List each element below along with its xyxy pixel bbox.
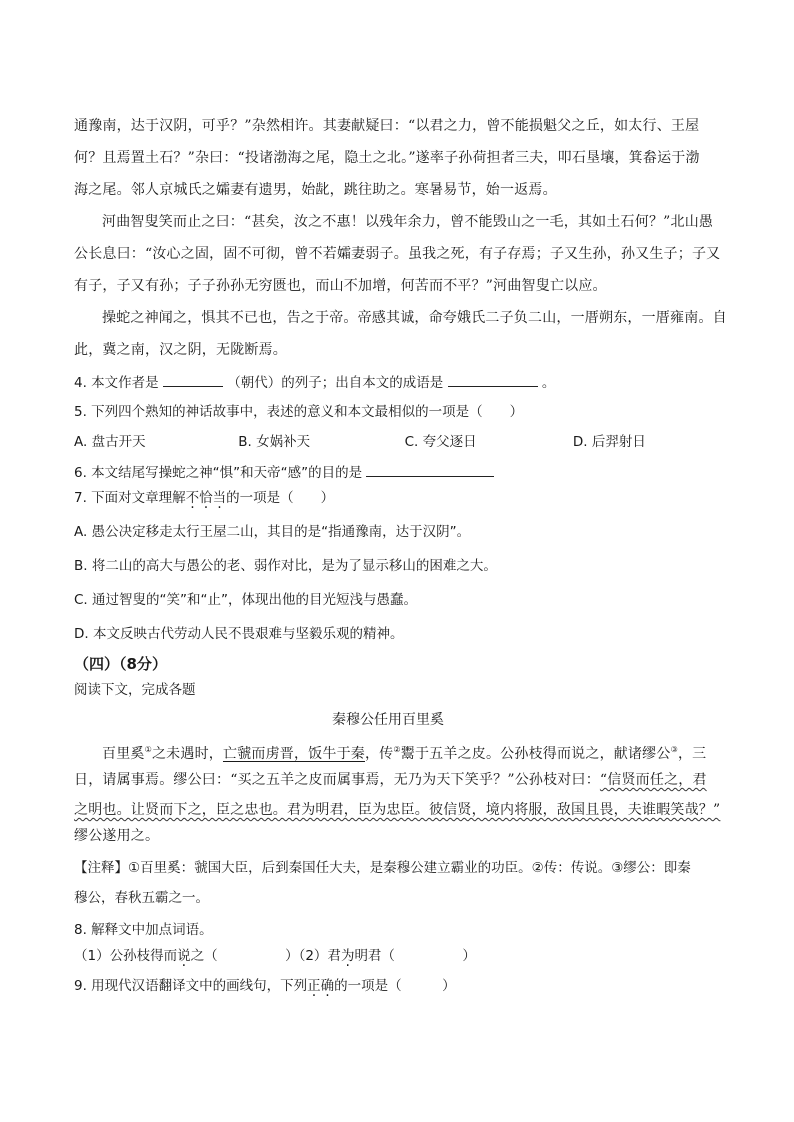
option-d[interactable]: D. 后羿射日 [572, 434, 646, 450]
question-7-text: 7. 下面对文章理解 [74, 490, 186, 506]
passage-title: 秦穆公任用百里奚 [332, 712, 444, 728]
passage-line: 缪公遂用之。 [74, 828, 160, 844]
passage-line: 此，冀之南，汉之阴，无陇断焉。 [74, 342, 287, 358]
text-run: 鬻于五羊之皮。公孙枝得而说之，献诸缪公 [400, 746, 671, 762]
passage-line: 公长息曰：“汝心之固，固不可彻，曾不若孀妻弱子。虽我之死，有子存焉；子又生孙，孙又生子；子又 [74, 246, 721, 262]
footnote-marker: ③ [670, 745, 678, 754]
passage-yugong [74, 118, 727, 358]
passage-line: 河曲智叟笑而止之曰：“甚矣，汝之不惠！以残年余力，曾不能毁山之一毛，其如土石何？”北山愚 [102, 214, 714, 230]
passage-line [74, 802, 721, 818]
passage-line: 通豫南，达于汉阴，可乎？”杂然相许。其妻献疑曰：“以君之力，曾不能损魁父之丘，如太行、王屋 [74, 118, 700, 134]
answer-slot[interactable]: 明君（ ） [354, 948, 476, 964]
underlined-sentence: 亡虢而虏晋，饭牛于秦 [222, 746, 365, 762]
passage-line: 操蛇之神闻之，惧其不已也，告之于帝。帝感其诚，命夸娥氏二子负二山，一厝朔东，一厝雍南。自 [102, 310, 727, 326]
answer-blank[interactable] [448, 374, 538, 387]
text-run: 之未遇时， [151, 746, 223, 762]
emphasis-dot-char: 当 [212, 490, 227, 506]
question-9-text: 9. 用现代汉语翻译文中的画线句，下列 [74, 978, 308, 994]
question-8-items [74, 948, 702, 964]
emphasis-dot-char: 不 [185, 490, 200, 506]
passage-line [74, 742, 707, 762]
passage-line [74, 772, 707, 788]
question-7 [74, 490, 702, 506]
option-c[interactable]: C. 夸父逐日 [404, 434, 477, 450]
section-instruction: 阅读下文，完成各题 [74, 682, 196, 698]
annotation-line: 【注释】①百里奚：虢国大臣，后到秦国任大夫，是秦穆公建立霸业的功臣。②传：传说。③缪公：即秦 [74, 860, 691, 876]
answer-slot[interactable]: 之（ ）（2）君 [190, 948, 341, 964]
option-a[interactable]: A. 愚公决定移走太行王屋二山，其目的是“指通豫南，达于汉阴”。 [74, 524, 471, 540]
section-heading: （四）（8分） [74, 655, 167, 673]
option-b[interactable]: B. 女娲补天 [238, 434, 311, 450]
question-7-text: 的一项是（ ） [226, 490, 335, 506]
emphasis-dot-char: 确 [320, 978, 335, 994]
passage-baili [74, 742, 721, 844]
question-9 [74, 978, 702, 994]
option-c[interactable]: C. 通过智叟的“笑”和“止”，体现出他的目光短浅与愚蠢。 [74, 592, 417, 608]
question-8: 8. 解释文中加点词语。 [74, 922, 213, 938]
question-4-text: 4. 本文作者是 [74, 375, 159, 391]
option-a[interactable]: A. 盘古开天 [74, 434, 146, 450]
text-run: （1）公孙枝得而 [74, 948, 178, 964]
passage-line: 海之尾。邻人京城氏之孀妻有遗男，始龀，跳往助之。寒暑易节，始一返焉。 [74, 182, 557, 198]
answer-blank[interactable] [366, 464, 494, 477]
question-6-text: 6. 本文结尾写操蛇之神“惧”和天帝“感”的目的是 [74, 465, 363, 481]
wavy-underlined-sentence: “信贤而任之，君 [599, 772, 707, 788]
text-run: 日，请属事焉。缪公曰：“买之五羊之皮而属事焉，无乃为天下笑乎？”公孙枝对曰： [74, 772, 600, 788]
footnote-marker: ① [144, 745, 152, 754]
text-run: ，传 [364, 746, 394, 762]
passage-line: 何？且焉置土石？”杂曰：“投诸渤海之尾，隐土之北。”遂率子孙荷担者三夫，叩石垦壤，箕畚运于渤 [74, 150, 700, 166]
option-b[interactable]: B. 将二山的高大与愚公的老、弱作对比，是为了显示移山的困难之大。 [74, 558, 497, 574]
wavy-underlined-sentence: 之明也。让贤而下之，臣之忠也。君为明君，臣为忠臣。彼信贤，境内将服，敌国且畏，夫谁暇笑哉？” [74, 802, 721, 818]
text-run: 百里奚 [102, 746, 145, 762]
question-6 [74, 464, 702, 480]
question-4-text: （朝代）的列子；出自本文的成语是 [227, 375, 444, 391]
question-9-text: 的一项是（ ） [334, 978, 456, 994]
passage-line: 有子，子又有孙；子子孙孙无穷匮也，而山不加增，何苦而不平？”河曲智叟亡以应。 [74, 278, 607, 294]
answer-blank[interactable] [163, 374, 223, 387]
question-5: 5. 下列四个熟知的神话故事中，表述的意义和本文最相似的一项是（ ） [74, 404, 524, 420]
text-run: ，三 [677, 746, 707, 762]
footnote-marker: ② [393, 745, 401, 754]
option-d[interactable]: D. 本文反映古代劳动人民不畏艰难与坚毅乐观的精神。 [74, 626, 404, 642]
question-4 [74, 374, 702, 390]
emphasis-dot-char: 为 [340, 948, 355, 964]
emphasis-dot-char: 说 [177, 948, 191, 964]
question-4-text: 。 [541, 375, 556, 391]
question-5-options [74, 434, 702, 450]
emphasis-dot-char: 恰 [199, 490, 213, 506]
annotation-line: 穆公，春秋五霸之一。 [74, 890, 209, 906]
emphasis-dot-char: 正 [307, 978, 321, 994]
